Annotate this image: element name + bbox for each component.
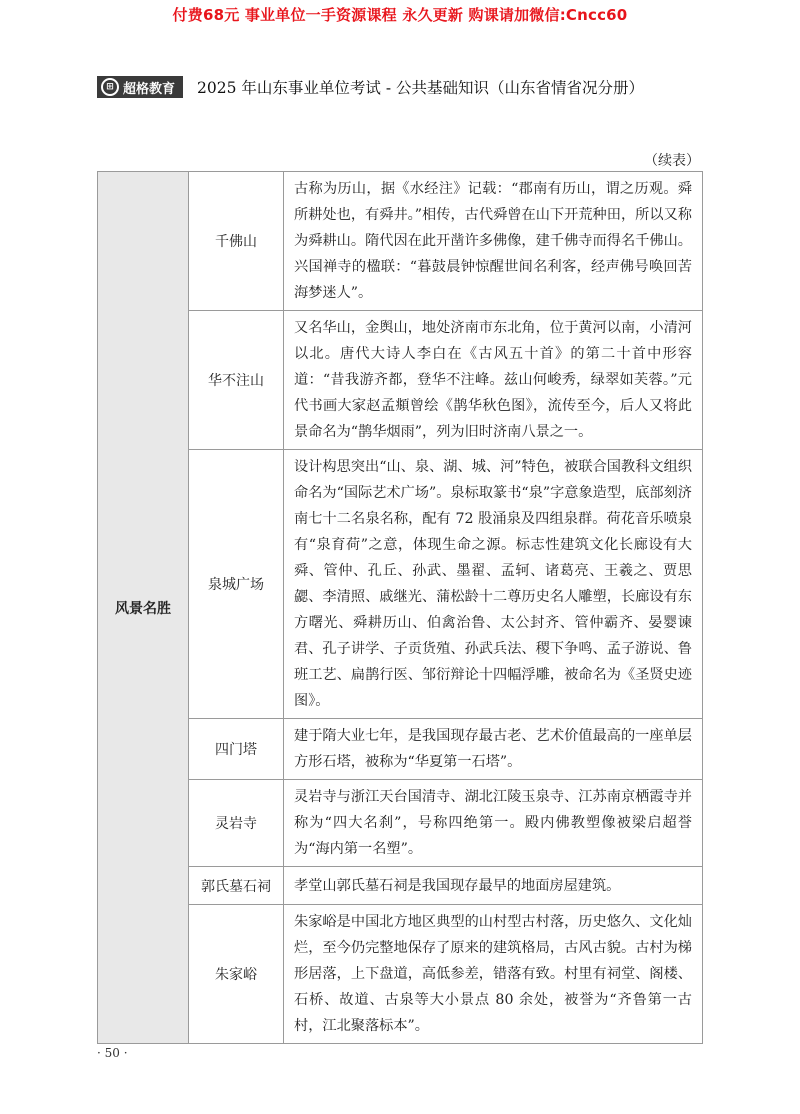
spot-description: 建于隋大业七年，是我国现存最古老、艺术价值最高的一座单层方形石塔，被称为“华夏第一石塔”。: [284, 719, 703, 780]
spot-name: 朱家峪: [189, 905, 284, 1044]
table-row: [98, 867, 703, 905]
table-row: [98, 780, 703, 867]
table-row: [98, 311, 703, 450]
spot-description: 设计构思突出“山、泉、湖、城、河”特色，被联合国教科文组织命名为“国际艺术广场”。泉标取篆书“泉”字意象造型，底部刻济南七十二名泉名称，配有 72 股涌泉及四组泉群。荷花音乐喷泉有“泉育荷”之意，体现生命之源。标志性建筑文化长廊设有大舜、管仲、孔丘、孙武、墨翟、孟轲、诸葛亮、王羲之、贾思勰、李清照、戚继光、蒲松龄十二尊历史名人雕塑，长廊设有东方曙光、舜耕历山、伯禽治鲁、太公封齐、管仲霸齐、晏婴谏君、孔子讲学、子贡货殖、孙武兵法、稷下争鸣、孟子游说、鲁班工艺、扁鹊行医、邹衍辩论十四幅浮雕，被命名为《圣贤史迹图》。: [284, 450, 703, 719]
spot-name: 千佛山: [189, 172, 284, 311]
spot-description: 朱家峪是中国北方地区典型的山村型古村落，历史悠久、文化灿烂，至今仍完整地保存了原来的建筑格局，古风古貌。古村为梯形居落，上下盘道，高低参差，错落有致。村里有祠堂、阁楼、石桥、故道、古泉等大小景点 80 余处，被誉为“齐鲁第一古村，江北聚落标本”。: [284, 905, 703, 1044]
table-row: [98, 172, 703, 311]
spot-description: 又名华山，金舆山，地处济南市东北角，位于黄河以南，小清河以北。唐代大诗人李白在《古风五十首》的第二十首中形容道：“昔我游齐都，登华不注峰。兹山何峻秀，绿翠如芙蓉。”元代书画大家赵孟頫曾绘《鹊华秋色图》，流传至今，后人又将此景命名为“鹊华烟雨”，列为旧时济南八景之一。: [284, 311, 703, 450]
logo-text: 超格教育: [123, 81, 176, 97]
continued-label: （续表）: [644, 153, 700, 169]
spot-name: 华不注山: [189, 311, 284, 450]
spot-description: 灵岩寺与浙江天台国清寺、湖北江陵玉泉寺、江苏南京栖霞寺并称为“四大名刹”，号称四绝第一。殿内佛教塑像被梁启超誉为“海内第一名塑”。: [284, 780, 703, 867]
grid-circle-icon: ⊞: [101, 78, 119, 96]
header-title: 2025 年山东事业单位考试 - 公共基础知识（山东省情省况分册）: [197, 79, 644, 97]
spot-name: 郭氏墓石祠: [189, 867, 284, 905]
page-number: · 50 ·: [97, 1046, 128, 1060]
scenic-spots-table: [97, 171, 703, 1044]
spot-description: 古称为历山，据《水经注》记载：“郡南有历山，谓之历观。舜所耕处也，有舜井。”相传，古代舜曾在山下开荒种田，所以又称为舜耕山。隋代因在此开凿许多佛像，建千佛寺而得名千佛山。兴国禅寺的楹联：“暮鼓晨钟惊醒世间名利客，经声佛号唤回苦海梦迷人”。: [284, 172, 703, 311]
table-row: [98, 905, 703, 1044]
spot-description: 孝堂山郭氏墓石祠是我国现存最早的地面房屋建筑。: [284, 867, 703, 905]
page-header: [97, 74, 707, 100]
category-cell: 风景名胜: [98, 172, 189, 1044]
table-row: [98, 450, 703, 719]
watermark-text: 付费68元 事业单位一手资源课程 永久更新 购课请加微信:Cncc60: [172, 6, 628, 24]
spot-name: 泉城广场: [189, 450, 284, 719]
spot-name: 四门塔: [189, 719, 284, 780]
spot-name: 灵岩寺: [189, 780, 284, 867]
logo: [97, 76, 183, 98]
table-row: [98, 719, 703, 780]
